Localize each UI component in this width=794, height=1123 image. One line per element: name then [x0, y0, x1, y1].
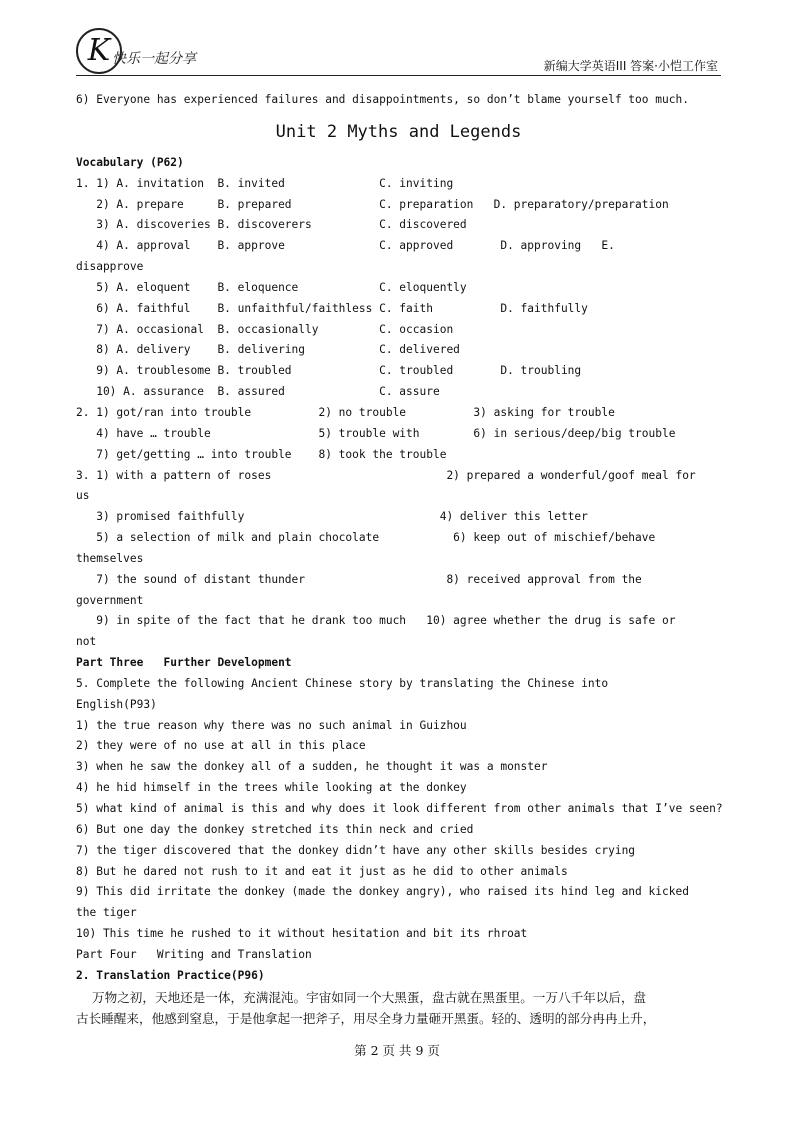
text-line: not	[76, 635, 97, 649]
text-line: disapprove	[76, 260, 144, 274]
text-line: 9) A. troublesome B. troubled C. troubled D. troubling	[76, 364, 582, 378]
text-line: 3) promised faithfully 4) deliver this letter	[76, 510, 588, 524]
logo-k-emblem: K	[76, 28, 122, 74]
text-line: 1) the true reason why there was no such animal in Guizhou	[76, 718, 467, 732]
text-line: 5) A. eloquent B. eloquence C. eloquently	[76, 280, 467, 294]
text-line: 9) This did irritate the donkey (made the donkey angry), who raised its hind leg and kicked	[76, 885, 689, 899]
text-line: 3) A. discoveries B. discoverers C. discovered	[76, 218, 467, 232]
logo	[76, 28, 216, 78]
text-line: 2. 1) got/ran into trouble 2) no trouble 3) asking for trouble	[76, 405, 615, 419]
text-line: 1. 1) A. invitation B. invited C. inviting	[76, 176, 454, 190]
text-line: 6) But one day the donkey stretched its thin neck and cried	[76, 822, 474, 836]
text-line: 4) A. approval B. approve C. approved D. approving E.	[76, 239, 615, 253]
text-line: 10) A. assurance B. assured C. assure	[76, 385, 440, 399]
text-line: 7) get/getting … into trouble 8) took the trouble	[76, 447, 447, 461]
text-line: 7) the tiger discovered that the donkey didn’t have any other skills besides crying	[76, 843, 636, 857]
logo-text: 快乐一起分享	[112, 51, 196, 67]
text-line: 6) A. faithful B. unfaithful/faithless C. faith D. faithfully	[76, 301, 588, 315]
text-line: 9) in spite of the fact that he drank too much 10) agree whether the drug is safe or	[76, 614, 676, 628]
text-line: 3) when he saw the donkey all of a sudden, he thought it was a monster	[76, 760, 548, 774]
section-heading: 2. Translation Practice(P96)	[76, 968, 265, 982]
document-body	[76, 90, 766, 1029]
text-line: 8) A. delivery B. delivering C. delivered	[76, 343, 460, 357]
text-line: government	[76, 593, 144, 607]
chinese-text-line: 古长睡醒来，他感到窒息，于是他拿起一把斧子，用尽全身力量砸开黑蛋。轻的、透明的部分冉冉上升，	[76, 1010, 656, 1026]
text-line: themselves	[76, 551, 144, 565]
page-number: 第 2 页 共 9 页	[354, 1043, 440, 1058]
text-line: us	[76, 489, 90, 503]
text-line: Part Four Writing and Translation	[76, 947, 312, 961]
text-line: English(P93)	[76, 697, 157, 711]
text-line: 4) have … trouble 5) trouble with 6) in serious/deep/big trouble	[76, 426, 676, 440]
text-line: 7) the sound of distant thunder 8) received approval from the	[76, 572, 642, 586]
section-heading: Vocabulary (P62)	[76, 155, 184, 169]
text-line: 7) A. occasional B. occasionally C. occasion	[76, 322, 454, 336]
header-divider	[76, 75, 721, 76]
text-line: 5. Complete the following Ancient Chinese story by translating the Chinese into	[76, 676, 609, 690]
text-line: 6) Everyone has experienced failures and disappointments, so don’t blame yourself too much.	[76, 93, 689, 106]
chinese-text-line: 万物之初，天地还是一体，充满混沌。宇宙如同一个大黑蛋，盘古就在黑蛋里。一万八千年以后，盘	[76, 989, 647, 1005]
text-line: the tiger	[76, 906, 137, 920]
text-line: 5) what kind of animal is this and why does it look different from other animals that I’ve seen?	[76, 802, 723, 815]
text-line: 3. 1) with a pattern of roses 2) prepared a wonderful/goof meal for	[76, 468, 696, 482]
header-title: 新编大学英语III 答案·小恺工作室	[543, 59, 718, 73]
text-line: 10) This time he rushed to it without hesitation and bit its rhroat	[76, 927, 528, 941]
section-heading: Part Three Further Development	[76, 656, 292, 670]
text-line: 4) he hid himself in the trees while looking at the donkey	[76, 781, 467, 795]
text-line: 2) A. prepare B. prepared C. preparation D. preparatory/preparation	[76, 197, 669, 211]
text-line: 2) they were of no use at all in this place	[76, 739, 366, 753]
unit-title: Unit 2 Myths and Legends	[275, 121, 522, 142]
text-line: 8) But he dared not rush to it and eat it just as he did to other animals	[76, 864, 568, 878]
text-line: 5) a selection of milk and plain chocolate 6) keep out of mischief/behave	[76, 531, 656, 545]
